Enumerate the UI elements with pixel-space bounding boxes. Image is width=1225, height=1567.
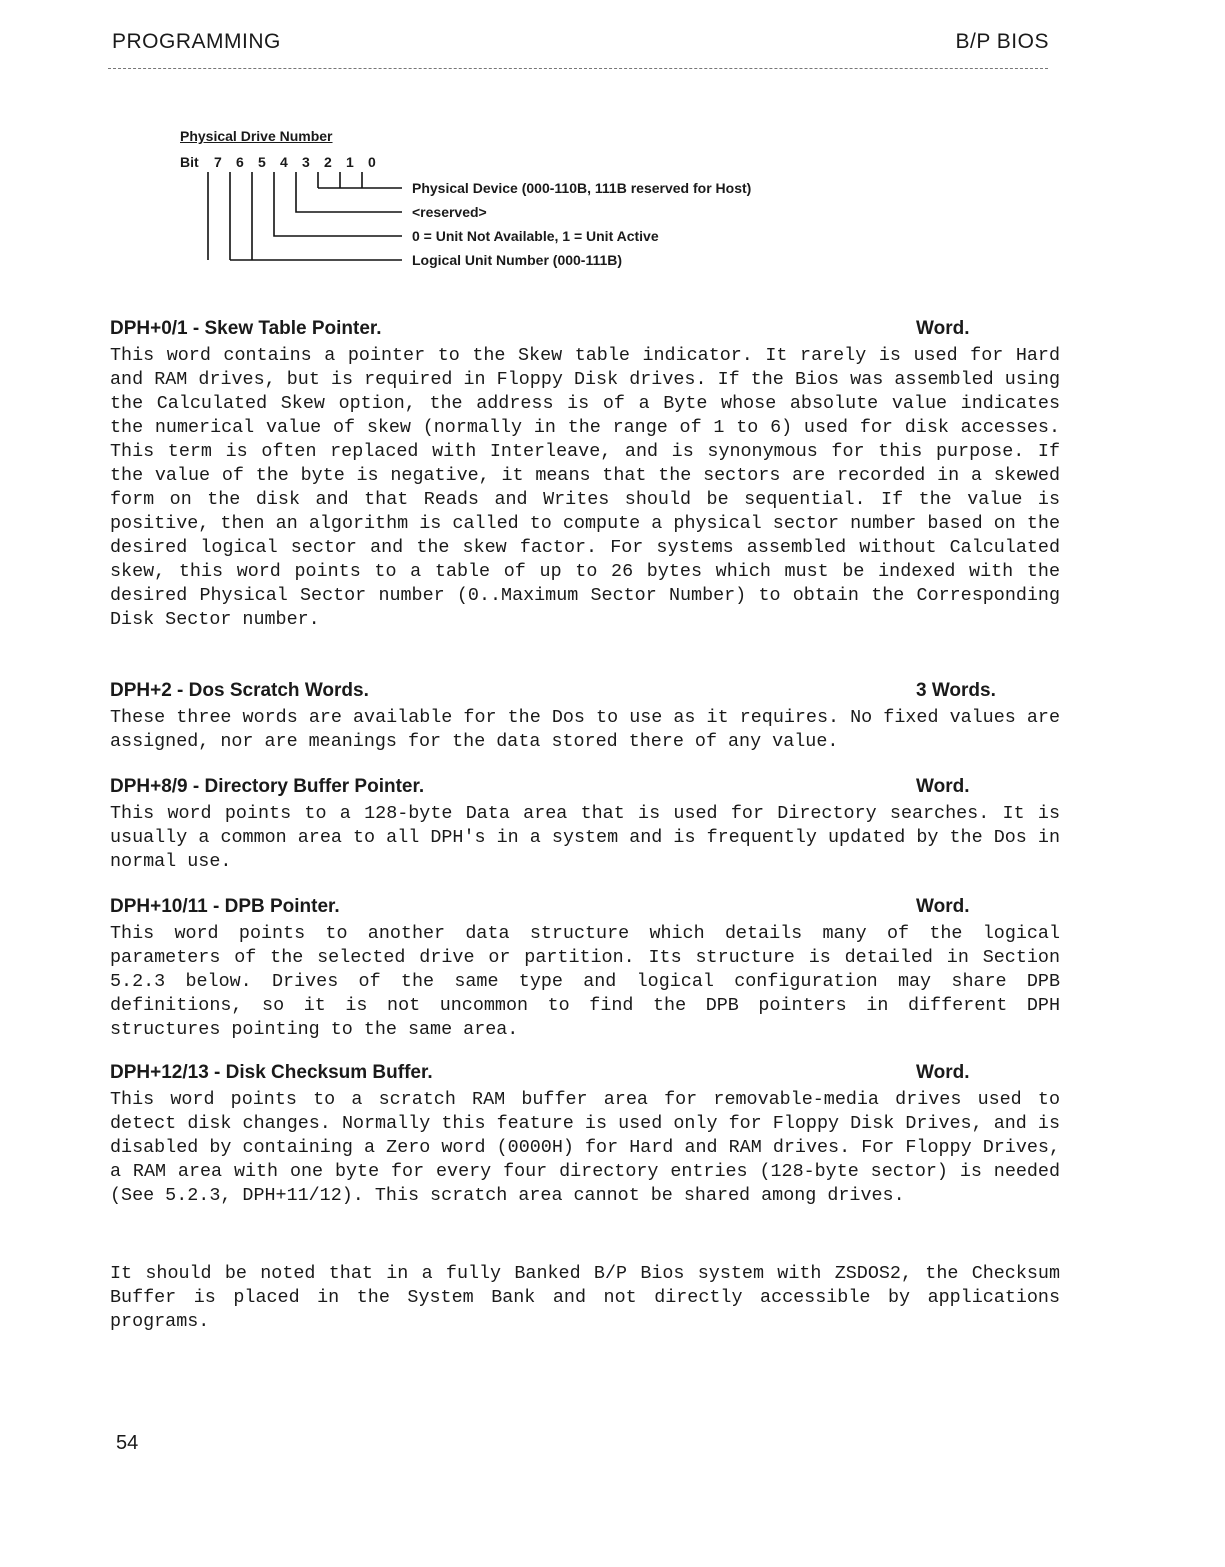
bit-1: 1 xyxy=(346,154,354,170)
section-title: DPH+10/11 - DPB Pointer. xyxy=(110,896,340,917)
section-heading xyxy=(110,776,1060,802)
section-size: Word. xyxy=(916,776,970,797)
leader-physical-device xyxy=(318,172,402,188)
section-title: DPH+12/13 - Disk Checksum Buffer. xyxy=(110,1062,433,1083)
section-title: DPH+8/9 - Directory Buffer Pointer. xyxy=(110,776,425,797)
diagram-label-reserved: <reserved> xyxy=(412,204,487,220)
section-body: This word points to a 128-byte Data area that is used for Directory searches. It is usually a common area to all DPH's in a system and is frequently updated by the Dos in normal use. xyxy=(110,803,1060,872)
bit-4: 4 xyxy=(280,154,288,170)
section-body: This word points to another data structure which details many of the logical parameters of the selected drive or partition. Its structure is detailed in Section 5.2.3 below. Drives of the same type and logical configuration may share DPB definitions, so it is not uncommon to find the DPB pointers in different DPH structures pointing to the same area. xyxy=(110,923,1060,1040)
section-size: Word. xyxy=(916,1062,970,1083)
page-number: 54 xyxy=(116,1432,139,1454)
diagram-title: Physical Drive Number xyxy=(180,128,333,144)
section-heading xyxy=(110,896,1060,922)
leader-reserved xyxy=(296,172,402,212)
leader-logical-unit xyxy=(230,172,402,260)
section-heading xyxy=(110,680,1060,706)
bit-6: 6 xyxy=(236,154,244,170)
section-size: 3 Words. xyxy=(916,680,996,701)
bit-diagram xyxy=(180,128,940,278)
section-body: This word contains a pointer to the Skew table indicator. It rarely is used for Hard and RAM drives, but is required in Floppy Disk drives. If the Bios was assembled using the Calculated Skew option, the address is of a Byte whose absolute value indicates the numerical value of skew (normally in the range of 1 to 6) used for disk accesses. This term is often replaced with Interleave, and is synonymous for this purpose. If the value of the byte is negative, it means that the sectors are recorded in a skewed form on the disk and that Reads and Writes should be sequential. If the value is positive, then an algorithm is called to compute a physical sector number based on the desired logical sector and the skew factor. For systems assembled without Calculated skew, this word points to a table of up to 26 bytes which must be indexed with the desired Physical Sector number (0..Maximum Sector Number) to obtain the Corresponding Disk Sector number. xyxy=(110,345,1060,630)
section-disk-checksum-buffer xyxy=(110,1062,1060,1208)
section-directory-buffer-pointer xyxy=(110,776,1060,874)
section-skew-table-pointer xyxy=(110,318,1060,632)
section-heading xyxy=(110,1062,1060,1088)
diagram-label-unit-active: 0 = Unit Not Available, 1 = Unit Active xyxy=(412,228,659,244)
bit-5: 5 xyxy=(258,154,266,170)
diagram-label-physical-device: Physical Device (000-110B, 111B reserved for Host) xyxy=(412,180,752,196)
section-size: Word. xyxy=(916,896,970,917)
section-body: These three words are available for the Dos to use as it requires. No fixed values are assigned, nor are meanings for the data stored there of any value. xyxy=(110,707,1060,752)
section-title: DPH+0/1 - Skew Table Pointer. xyxy=(110,318,382,339)
bit-7: 7 xyxy=(214,154,222,170)
section-dpb-pointer xyxy=(110,896,1060,1042)
leader-unit-active xyxy=(274,172,402,236)
bit-label: Bit xyxy=(180,154,199,170)
diagram-label-logical-unit: Logical Unit Number (000-111B) xyxy=(412,252,623,268)
bit-2: 2 xyxy=(324,154,332,170)
section-size: Word. xyxy=(916,318,970,339)
bit-3: 3 xyxy=(302,154,310,170)
banked-note: It should be noted that in a fully Banked B/P Bios system with ZSDOS2, the Checksum Buffer is placed in the System Bank and not directly accessible by applications programs. xyxy=(110,1263,1060,1332)
section-title: DPH+2 - Dos Scratch Words. xyxy=(110,680,369,701)
section-heading xyxy=(110,318,1060,344)
section-dos-scratch-words xyxy=(110,680,1060,754)
running-header-right: B/P BIOS xyxy=(955,30,1049,53)
running-header-left: PROGRAMMING xyxy=(112,30,281,53)
header-rule xyxy=(108,68,1048,69)
bit-0: 0 xyxy=(368,154,376,170)
section-body: This word points to a scratch RAM buffer area for removable-media drives used to detect disk changes. Normally this feature is used only for Floppy Disk Drives, and is disabled by containing a Zero word (0000H) for Hard and RAM drives. For Floppy Drives, a RAM area with one byte for every four directory entries (128-byte sector) is needed (See 5.2.3, DPH+11/12). This scratch area cannot be shared among drives. xyxy=(110,1089,1060,1206)
